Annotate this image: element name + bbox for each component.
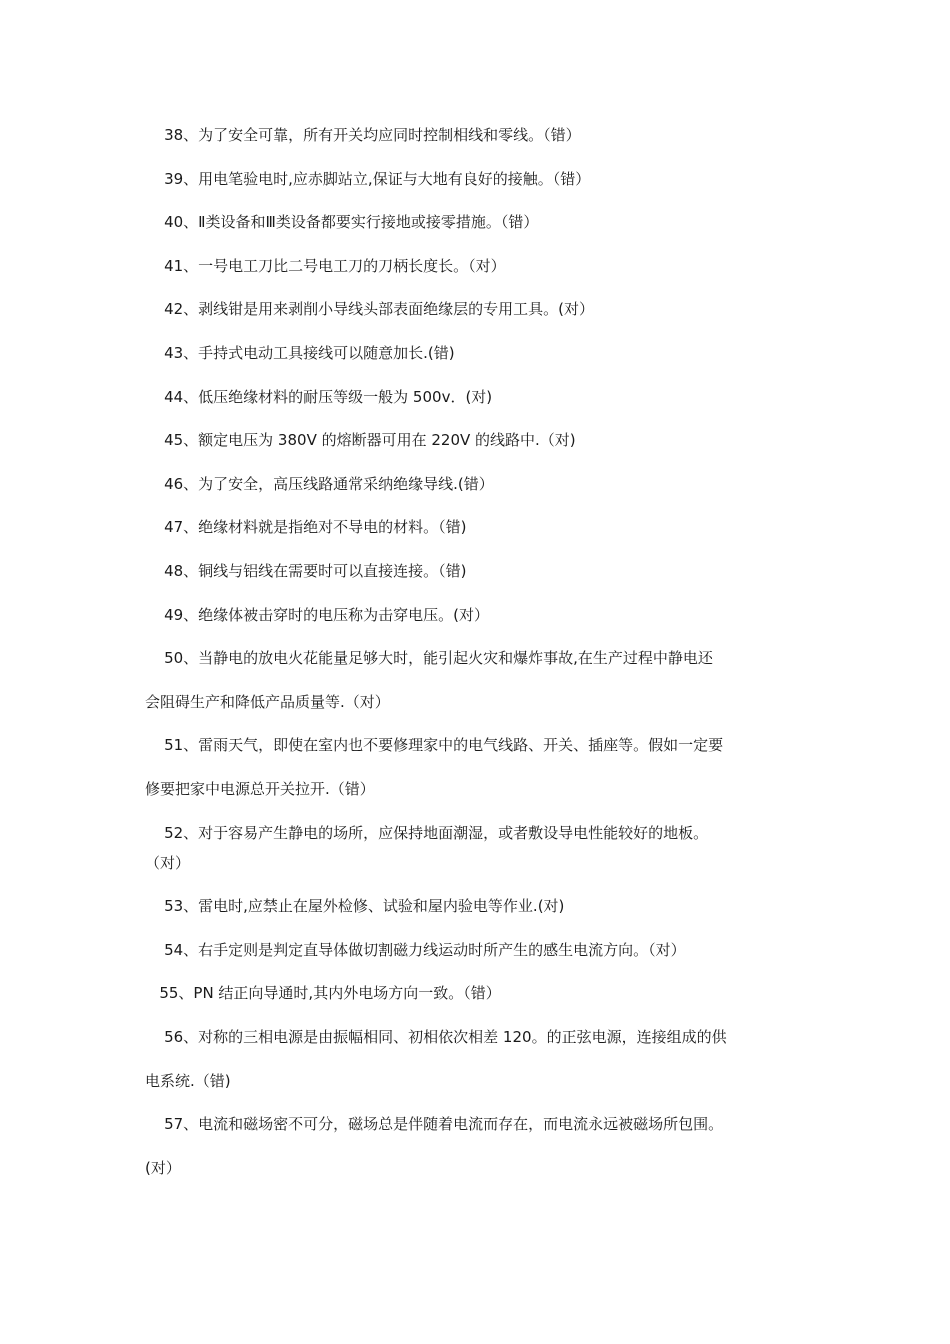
- question-item: 46、为了安全，高压线路通常采纳绝缘导线.(错）: [145, 474, 494, 493]
- question-item: 44、低压绝缘材料的耐压等级一般为 500v．(对): [145, 387, 493, 406]
- question-item: 48、铜线与铝线在需要时可以直接连接。（错): [145, 562, 467, 580]
- question-item: 56、对称的三相电源是由振幅相同、初相依次相差 120。的正弦电源，连接组成的供: [145, 1028, 727, 1046]
- question-item-continuation: 修要把家中电源总开关拉开.（错）: [145, 780, 375, 798]
- question-item: 41、一号电工刀比二号电工刀的刀柄长度长。（对）: [145, 256, 506, 275]
- question-item: 55、PN 结正向导通时,其内外电场方向一致。（错）: [145, 984, 501, 1003]
- question-item: 50、当静电的放电火花能量足够大时，能引起火灾和爆炸事故,在生产过程中静电还: [145, 649, 713, 668]
- question-item: 45、额定电压为 380V 的熔断器可用在 220V 的线路中.（对): [145, 431, 576, 450]
- question-item: 42、剥线钳是用来剥削小导线头部表面绝缘层的专用工具。(对）: [145, 300, 595, 319]
- question-item: 51、雷雨天气，即使在室内也不要修理家中的电气线路、开关、插座等。假如一定要: [145, 736, 724, 755]
- question-item: 40、Ⅱ类设备和Ⅲ类设备都要实行接地或接零措施。（错）: [145, 213, 539, 232]
- question-item: 53、雷电时,应禁止在屋外检修、试验和屋内验电等作业.(对): [145, 897, 565, 916]
- question-item: 43、手持式电动工具接线可以随意加长.(错): [145, 344, 455, 362]
- question-item-continuation: 会阻碍生产和降低产品质量等.（对）: [145, 692, 390, 711]
- question-item: 47、绝缘材料就是指绝对不导电的材料。（错): [145, 518, 467, 537]
- question-item: 52、对于容易产生静电的场所，应保持地面潮湿，或者敷设导电性能较好的地板。: [145, 823, 709, 842]
- question-item: 38、为了安全可靠，所有开关均应同时控制相线和零线。（错）: [145, 126, 581, 144]
- question-item: 57、电流和磁场密不可分，磁场总是伴随着电流而存在，而电流永远被磁场所包围。: [145, 1115, 724, 1134]
- question-item: 54、右手定则是判定直导体做切割磁力线运动时所产生的感生电流方向。（对）: [145, 940, 686, 959]
- question-item-continuation: 电系统.（错): [145, 1071, 231, 1090]
- question-item-continuation: （对）: [145, 853, 191, 872]
- question-item: 39、用电笔验电时,应赤脚站立,保证与大地有良好的接触。（错）: [145, 169, 591, 188]
- question-item: 49、绝缘体被击穿时的电压称为击穿电压。(对）: [145, 605, 490, 624]
- question-item-continuation: (对）: [145, 1158, 181, 1177]
